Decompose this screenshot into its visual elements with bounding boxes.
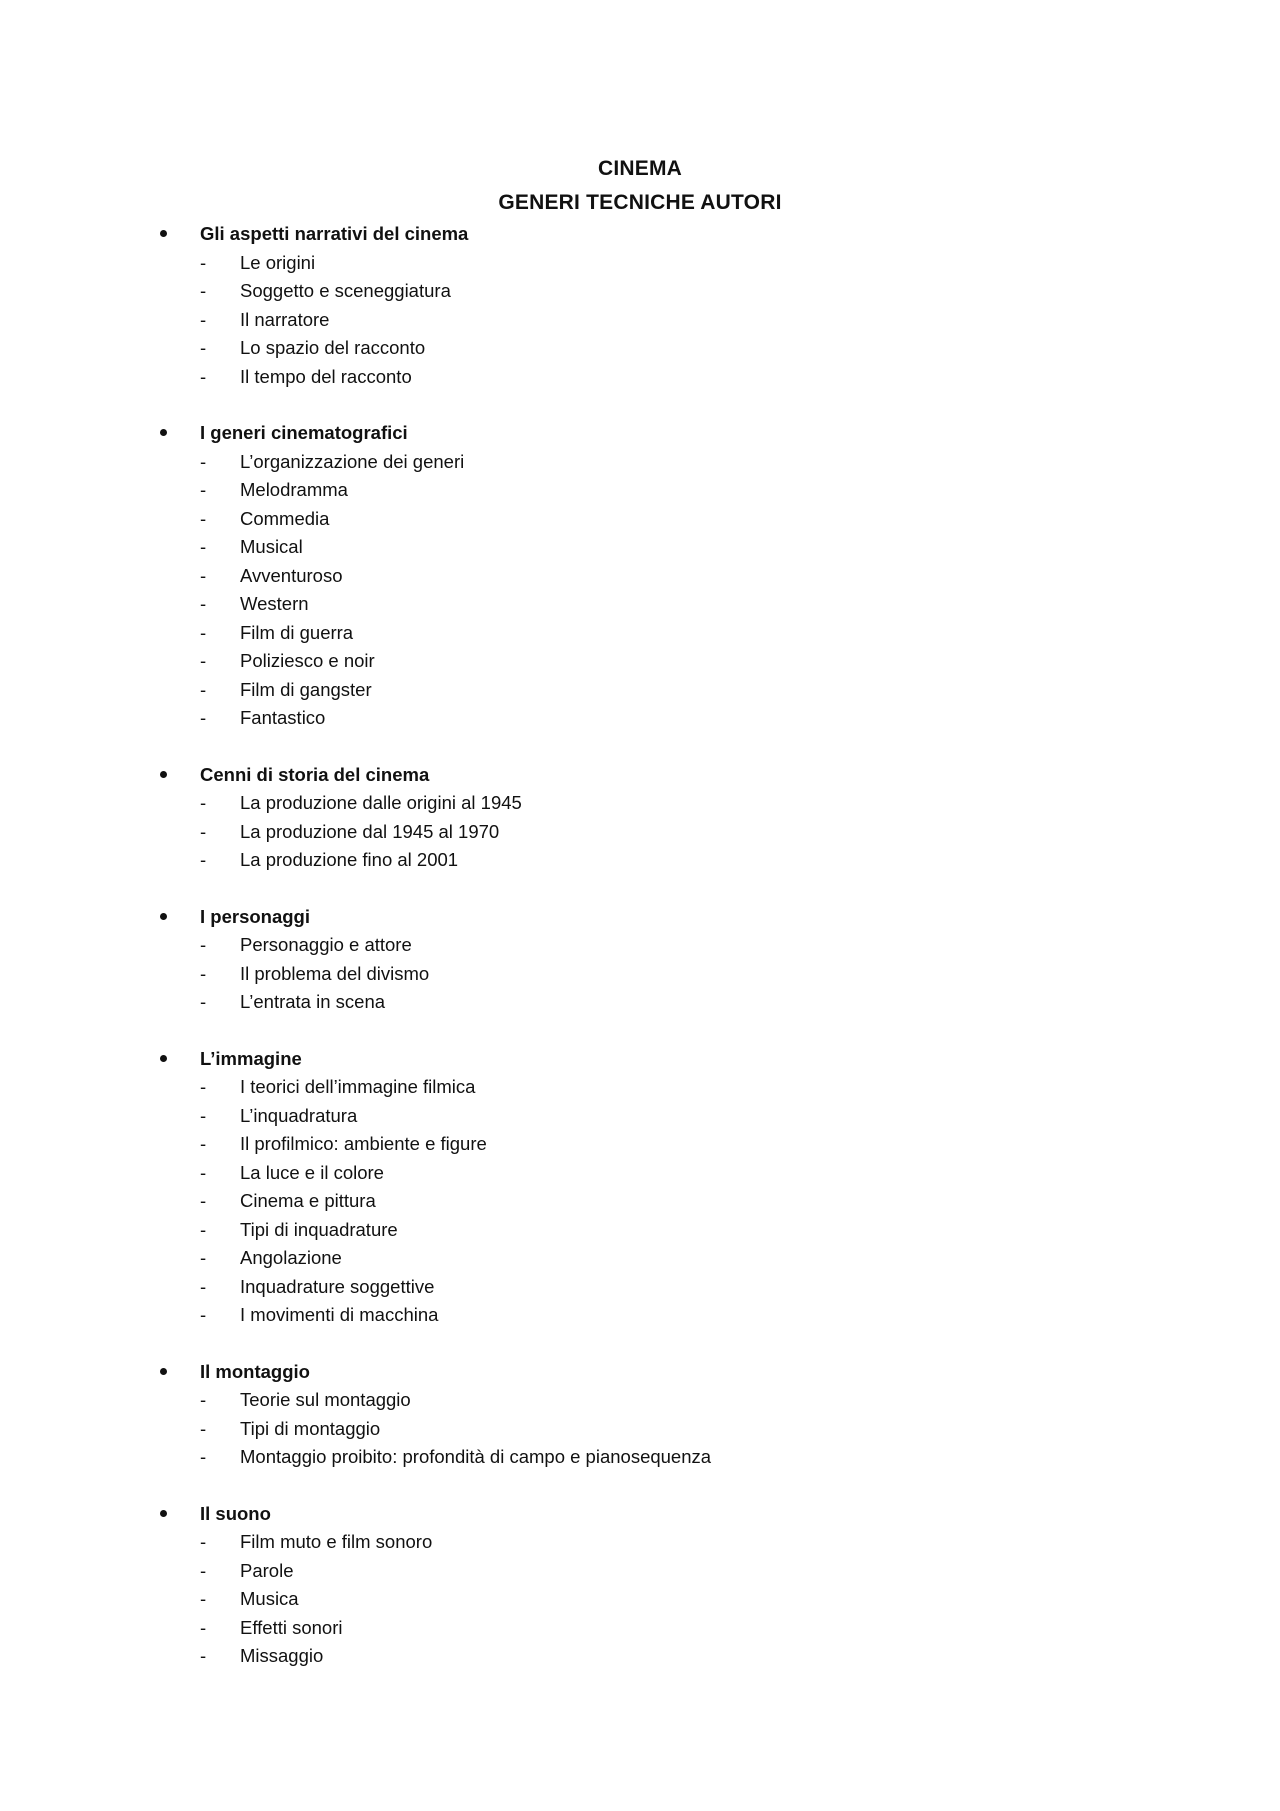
- list-item: [160, 533, 1160, 562]
- list-item-text: Missaggio: [240, 1645, 324, 1666]
- dash-marker: -: [200, 1446, 207, 1467]
- list-item-text: L’inquadratura: [240, 1104, 358, 1126]
- section-heading-text: I personaggi: [200, 905, 310, 927]
- list-item-text: Melodramma: [240, 479, 348, 500]
- section-heading: [160, 419, 1160, 448]
- dash-marker: -: [200, 280, 207, 301]
- list-item: [160, 647, 1160, 676]
- dash-marker: -: [200, 962, 207, 984]
- list-item-text: Montaggio proibito: profondità di campo e pianosequenza: [240, 1446, 712, 1467]
- dash-marker: -: [200, 1559, 207, 1581]
- section-items: [160, 1073, 1160, 1330]
- list-item-text: La produzione dal 1945 al 1970: [240, 820, 500, 842]
- outline-section: [160, 1045, 1160, 1330]
- section-items: [160, 448, 1160, 733]
- list-item: [160, 1557, 1160, 1586]
- list-item: [160, 363, 1160, 392]
- list-item-text: Il problema del divismo: [240, 962, 430, 984]
- section-heading-text: I generi cinematografici: [200, 422, 408, 443]
- dash-marker: -: [200, 1417, 207, 1439]
- list-item-text: Musica: [240, 1588, 299, 1609]
- list-item: [160, 704, 1160, 733]
- list-item: [160, 249, 1160, 278]
- section-items: [160, 789, 1160, 875]
- dash-marker: -: [200, 1190, 207, 1211]
- list-item-text: Il profilmico: ambiente e figure: [240, 1133, 487, 1154]
- list-item: [160, 1273, 1160, 1302]
- dash-marker: -: [200, 365, 207, 387]
- dash-marker: -: [200, 450, 207, 472]
- list-item-text: Film muto e film sonoro: [240, 1531, 433, 1552]
- dash-marker: -: [200, 337, 207, 358]
- bullet-icon: [160, 1055, 167, 1062]
- list-item-text: Angolazione: [240, 1247, 342, 1268]
- dash-marker: -: [200, 308, 207, 330]
- list-item-text: Inquadrature soggettive: [240, 1275, 435, 1297]
- section-heading: [160, 1045, 1160, 1074]
- list-item-text: La produzione fino al 2001: [240, 849, 459, 870]
- dash-marker: -: [200, 536, 207, 557]
- list-item: [160, 476, 1160, 505]
- list-item-text: Musical: [240, 536, 303, 557]
- list-item: [160, 334, 1160, 363]
- list-item: [160, 590, 1160, 619]
- section-items: [160, 1528, 1160, 1671]
- list-item-text: Il narratore: [240, 308, 330, 330]
- dash-marker: -: [200, 1247, 207, 1268]
- outline-section: [160, 903, 1160, 1017]
- section-heading-text: Il suono: [200, 1502, 271, 1524]
- list-item-text: Personaggio e attore: [240, 934, 412, 955]
- list-item-text: Film di guerra: [240, 621, 354, 643]
- list-item: [160, 1614, 1160, 1643]
- dash-marker: -: [200, 1531, 207, 1552]
- dash-marker: -: [200, 1104, 207, 1126]
- section-items: [160, 1386, 1160, 1472]
- list-item-text: Le origini: [240, 251, 316, 273]
- list-item-text: I teorici dell’immagine filmica: [240, 1076, 476, 1097]
- list-item: [160, 1187, 1160, 1216]
- list-item-text: Tipi di inquadrature: [240, 1218, 398, 1240]
- list-item: [160, 1102, 1160, 1131]
- list-item: [160, 846, 1160, 875]
- list-item: [160, 988, 1160, 1017]
- outline-section: [160, 1358, 1160, 1472]
- dash-marker: -: [200, 650, 207, 671]
- list-item: [160, 931, 1160, 960]
- dash-marker: -: [200, 820, 207, 842]
- list-item-text: Fantastico: [240, 707, 326, 728]
- dash-marker: -: [200, 621, 207, 643]
- list-item: [160, 960, 1160, 989]
- bullet-icon: [160, 1368, 167, 1375]
- list-item-text: Soggetto e sceneggiatura: [240, 280, 451, 301]
- bullet-icon: [160, 913, 167, 920]
- dash-marker: -: [200, 564, 207, 586]
- list-item: [160, 505, 1160, 534]
- section-heading-text: Cenni di storia del cinema: [200, 763, 430, 785]
- list-item: [160, 1415, 1160, 1444]
- dash-marker: -: [200, 1588, 207, 1609]
- dash-marker: -: [200, 707, 207, 728]
- dash-marker: -: [200, 678, 207, 700]
- section-heading: [160, 903, 1160, 932]
- list-item-text: Avventuroso: [240, 564, 343, 586]
- list-item: [160, 1159, 1160, 1188]
- section-heading: [160, 220, 1160, 249]
- dash-marker: -: [200, 1275, 207, 1297]
- bullet-icon: [160, 429, 167, 436]
- list-item-text: Commedia: [240, 507, 330, 529]
- dash-marker: -: [200, 1645, 207, 1666]
- dash-marker: -: [200, 792, 207, 813]
- bullet-icon: [160, 230, 167, 237]
- list-item: [160, 448, 1160, 477]
- dash-marker: -: [200, 251, 207, 273]
- section-heading-text: L’immagine: [200, 1047, 302, 1069]
- list-item-text: Cinema e pittura: [240, 1190, 376, 1211]
- list-item: [160, 1073, 1160, 1102]
- list-item: [160, 306, 1160, 335]
- list-item: [160, 789, 1160, 818]
- dash-marker: -: [200, 1616, 207, 1638]
- outline-section: [160, 419, 1160, 733]
- outline-section: [160, 220, 1160, 391]
- list-item: [160, 562, 1160, 591]
- list-item: [160, 1642, 1160, 1671]
- list-item: [160, 1443, 1160, 1472]
- dash-marker: -: [200, 934, 207, 955]
- bullet-icon: [160, 771, 167, 778]
- title-block: [0, 152, 1280, 220]
- section-items: [160, 249, 1160, 392]
- list-item: [160, 1585, 1160, 1614]
- list-item-text: Film di gangster: [240, 678, 372, 700]
- list-item: [160, 277, 1160, 306]
- list-item-text: L’entrata in scena: [240, 991, 386, 1012]
- bullet-icon: [160, 1510, 167, 1517]
- list-item: [160, 1244, 1160, 1273]
- list-item: [160, 676, 1160, 705]
- dash-marker: -: [200, 1133, 207, 1154]
- list-item-text: Parole: [240, 1559, 294, 1581]
- list-item-text: La produzione dalle origini al 1945: [240, 792, 522, 813]
- list-item: [160, 619, 1160, 648]
- dash-marker: -: [200, 479, 207, 500]
- list-item: [160, 1216, 1160, 1245]
- document-title: CINEMA: [597, 157, 683, 180]
- list-item: [160, 818, 1160, 847]
- outline-section: [160, 1500, 1160, 1671]
- list-item-text: Il tempo del racconto: [240, 365, 412, 387]
- list-item-text: Poliziesco e noir: [240, 650, 375, 671]
- document-subtitle: GENERI TECNICHE AUTORI: [498, 191, 782, 214]
- section-heading-text: Gli aspetti narrativi del cinema: [200, 223, 469, 244]
- dash-marker: -: [200, 593, 207, 614]
- list-item-text: La luce e il colore: [240, 1161, 384, 1183]
- list-item-text: Lo spazio del racconto: [240, 337, 426, 358]
- outline-section: [160, 761, 1160, 875]
- list-item: [160, 1301, 1160, 1330]
- section-items: [160, 931, 1160, 1017]
- dash-marker: -: [200, 1304, 207, 1325]
- list-item: [160, 1130, 1160, 1159]
- list-item: [160, 1386, 1160, 1415]
- section-heading-text: Il montaggio: [200, 1360, 310, 1382]
- dash-marker: -: [200, 1389, 207, 1410]
- section-heading: [160, 1500, 1160, 1529]
- dash-marker: -: [200, 507, 207, 529]
- section-heading: [160, 761, 1160, 790]
- list-item-text: Effetti sonori: [240, 1616, 343, 1638]
- dash-marker: -: [200, 849, 207, 870]
- list-item-text: L’organizzazione dei generi: [240, 450, 465, 472]
- list-item-text: Teorie sul montaggio: [240, 1389, 411, 1410]
- list-item-text: Western: [240, 593, 309, 614]
- dash-marker: -: [200, 1218, 207, 1240]
- list-item-text: I movimenti di macchina: [240, 1304, 439, 1325]
- list-item-text: Tipi di montaggio: [240, 1417, 381, 1439]
- dash-marker: -: [200, 991, 207, 1012]
- section-heading: [160, 1358, 1160, 1387]
- outline-list: [160, 220, 1160, 1699]
- dash-marker: -: [200, 1161, 207, 1183]
- list-item: [160, 1528, 1160, 1557]
- dash-marker: -: [200, 1076, 207, 1097]
